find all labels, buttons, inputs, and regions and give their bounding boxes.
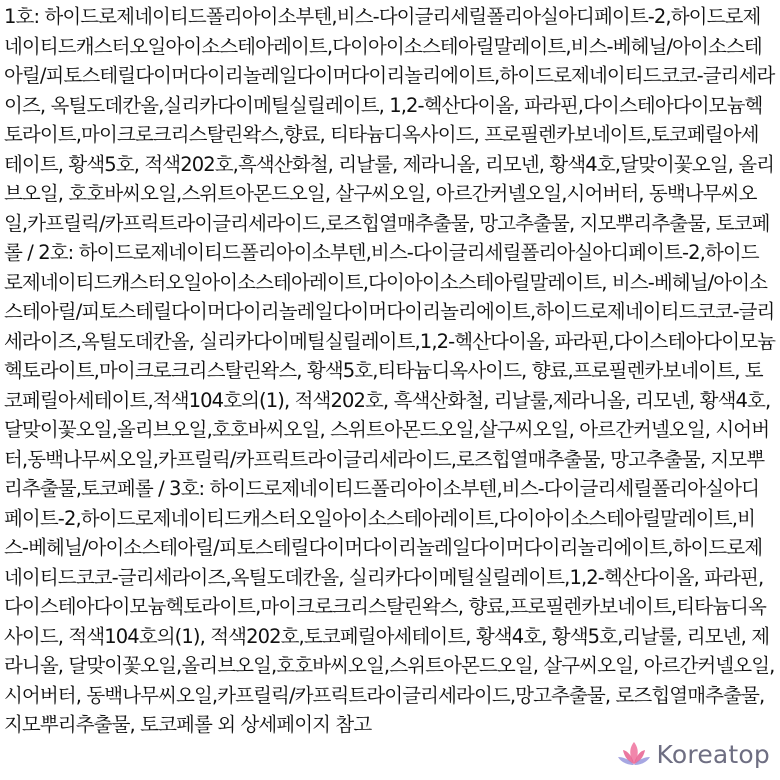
- koreatop-watermark: [617, 736, 770, 772]
- ingredients-text: 1호: 하이드로제네이티드폴리아이소부텐,비스-다이글리세릴폴리아실아디페이트-2,하이드로제네이티드캐스터오일아이소스테아레이트,다이아이소스테아릴말레이트,비스-베헤닐/아이소스테아릴/피토스테릴다이머다이리놀레일다이머다이리놀리에이트,하이드로제네이티드코코-글리세라이즈, 옥틸도데칸올,실리카다이메틸실릴레이트, 1,2-헥산다이올, 파라핀,다이스테아다이모늄헥토라이트,마이크로크리스탈린왁스,향료, 티타늄디옥사이드, 프로필렌카보네이트,토코페릴아세테이트, 황색5호, 적색202호,흑색산화철, 리날룰, 제라니올, 리모넨, 황색4호,달맞이꽃오일, 올리브오일, 호호바씨오일,스위트아몬드오일, 살구씨오일, 아르간커넬오일,시어버터, 동백나무씨오일,카프릴릭/카프릭트라이글리세라이드,로즈힙열매추출물, 망고추출물, 지모뿌리추출물, 토코페롤 / 2호: 하이드로제네이티드폴리아이소부텐,비스-다이글리세릴폴리아실아디페이트-2,하이드로제네이티드캐스터오일아이소스테아레이트,다이아이소스테아릴말레이트, 비스-베헤닐/아이소스테아릴/피토스테릴다이머다이리놀레일다이머다이리놀리에이트,하이드로제네이티드코코-글리세라이즈,옥틸도데칸올, 실리카다이메틸실릴레이트,1,2-헥산다이올, 파라핀,다이스테아다이모늄헥토라이트,마이크로크리스탈린왁스, 황색5호,티타늄디옥사이드, 향료,프로필렌카보네이트, 토코페릴아세테이트,적색104호의(1), 적색202호, 흑색산화철, 리날룰,제라니올, 리모넨, 황색4호, 달맞이꽃오일,올리브오일,호호바씨오일, 스위트아몬드오일,살구씨오일, 아르간커넬오일, 시어버터,동백나무씨오일,카프릴릭/카프릭트라이글리세라이드,로즈힙열매추출물, 망고추출물, 지모뿌리추출물,토코페롤 / 3호: 하이드로제네이티드폴리아이소부텐,비스-다이글리세릴폴리아실아디페이트-2,하이드로제네이티드캐스터오일아이소스테아레이트,다이아이소스테아릴말레이트,비스-베헤닐/아이소스테아릴/피토스테릴다이머다이리놀레일다이머다이리놀리에이트,하이드로제네이티드코코-글리세라이즈,옥틸도데칸올, 실리카다이메틸실릴레이트,1,2-헥산다이올, 파라핀,다이스테아다이모늄헥토라이트,마이크로크리스탈린왁스, 향료,프로필렌카보네이트,티타늄디옥사이드, 적색104호의(1), 적색202호,토코페릴아세테이트, 황색4호, 황색5호,리날룰, 리모넨, 제라니올, 달맞이꽃오일,올리브오일,호호바씨오일,스위트아몬드오일, 살구씨오일, 아르간커넬오일,시어버터, 동백나무씨오일,카프릴릭/카프릭트라이글리세라이드,망고추출물, 로즈힙열매추출물,지모뿌리추출물, 토코페롤 외 상세페이지 참고: [4, 5, 776, 736]
- lotus-icon: [617, 739, 651, 769]
- watermark-label: Koreatop: [656, 739, 770, 769]
